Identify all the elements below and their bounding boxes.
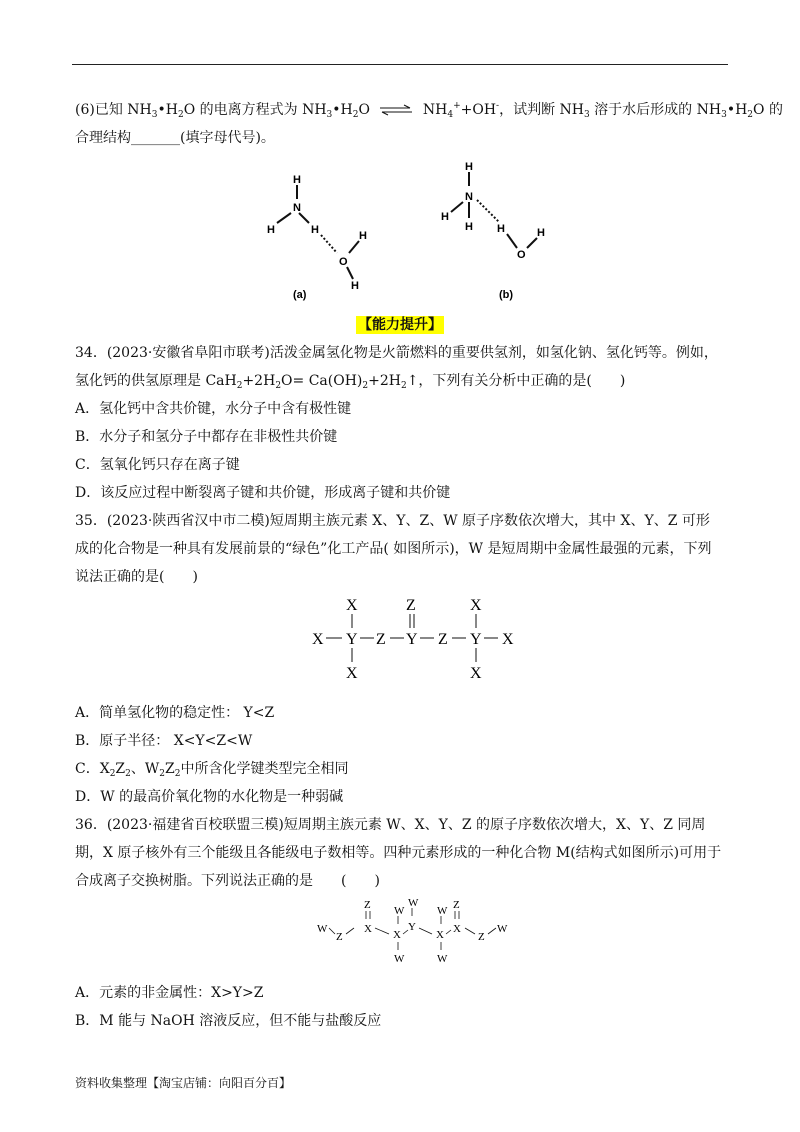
atom-h: H xyxy=(351,280,359,292)
q35-option-d: D．W 的最高价氧化物的水化物是一种弱碱 xyxy=(75,789,344,805)
atom-x: X xyxy=(364,923,372,935)
atom-x: X xyxy=(470,665,482,682)
atom-h: H xyxy=(465,221,473,233)
structure-36-diagram xyxy=(315,894,515,964)
atom-z: Z xyxy=(376,631,386,648)
atom-z: Z xyxy=(364,899,371,911)
q35-option-c: C．$X_2Z_2$、$W_2Z_2$中所含化学键类型完全相同 xyxy=(75,761,349,779)
q6-line2: 合理结构_______(填字母代号)。 xyxy=(75,130,275,146)
q35-line1: 35．(2023·陕西省汉中市二模)短周期主族元素 X、Y、Z、W 原子序数依次增大，其中 X、Y、Z 可形 xyxy=(75,513,710,529)
structure-b-diagram xyxy=(435,152,585,302)
atom-z: Z xyxy=(336,931,343,943)
atom-x: X xyxy=(346,665,358,682)
equilibrium-arrow-icon xyxy=(378,104,414,116)
atom-w: W xyxy=(497,923,508,935)
q36-option-b: B．M 能与 NaOH 溶液反应，但不能与盐酸反应 xyxy=(75,1013,382,1029)
q35-option-b: B．原子半径： X<Y<Z<W xyxy=(75,733,253,749)
atom-h: H xyxy=(441,211,449,223)
atom-h: H xyxy=(537,227,545,239)
atom-h: H xyxy=(267,224,275,236)
atom-n: N xyxy=(465,191,473,203)
atom-w: W xyxy=(437,905,448,917)
atom-z: Z xyxy=(438,631,448,648)
atom-x: X xyxy=(502,631,514,648)
q34-line2: 氢化钙的供氢原理是 $CaH_2+2H_2O=$ $Ca(OH)_2+2H_2↑$，下列有关分析中正确的是( ) xyxy=(75,373,626,391)
atom-y: Y xyxy=(406,631,418,648)
q34-option-d: D．该反应过程中断裂离子键和共价键，形成离子键和共价键 xyxy=(75,485,451,501)
atom-z: Z xyxy=(478,931,485,943)
atom-h: H xyxy=(293,174,301,186)
atom-y: Y xyxy=(408,921,416,933)
q6-line1: (6)已知 $NH_3•H_2O$ 的电离方程式为 $NH_3•H_2O$ $NH_4^++OH^-$，试判断 $NH_3$ 溶于水后形成的 $NH_3•H_2O$ 的 xyxy=(75,101,783,120)
atom-w: W xyxy=(394,953,405,965)
atom-z: Z xyxy=(453,899,460,911)
atom-x: X xyxy=(453,923,461,935)
atom-w: W xyxy=(408,897,419,909)
footer-source: 资料收集整理【淘宝店铺：向阳百分百】 xyxy=(75,1076,292,1090)
atom-h: H xyxy=(311,224,319,236)
q34-line1: 34．(2023·安徽省阜阳市联考)活泼金属氢化物是火箭燃料的重要供氢剂，如氢化钠、氢化钙等。例如， xyxy=(75,345,718,361)
atom-y: Y xyxy=(470,631,482,648)
atom-o: O xyxy=(339,256,348,268)
atom-w: W xyxy=(437,953,448,965)
atom-h: H xyxy=(497,223,505,235)
label-a: (a) xyxy=(293,289,307,301)
q34-option-b: B．水分子和氢分子中都存在非极性共价键 xyxy=(75,429,338,445)
atom-w: W xyxy=(394,905,405,917)
atom-x: X xyxy=(470,597,482,614)
atom-h: H xyxy=(359,230,367,242)
atom-h: H xyxy=(465,161,473,173)
atom-w: W xyxy=(317,923,328,935)
q36-line3: 合成离子交换树脂。下列说法正确的是 ( ) xyxy=(75,873,380,889)
atom-n: N xyxy=(293,202,301,214)
atom-y: Y xyxy=(346,631,358,648)
q36-line1: 36．(2023·福建省百校联盟三模)短周期主族元素 W、X、Y、Z 的原子序数依次增大，X、Y、Z 同周 xyxy=(75,817,706,833)
q35-line3: 说法正确的是( ) xyxy=(75,569,198,585)
structure-35-diagram xyxy=(310,592,530,682)
header-rule xyxy=(72,64,728,65)
atom-o: O xyxy=(517,249,526,261)
atom-x: X xyxy=(393,929,401,941)
q35-line2: 成的化合物是一种具有发展前景的“绿色”化工产品( 如图所示)，W 是短周期中金属性最强的元素，下列 xyxy=(75,541,712,557)
atom-x: X xyxy=(346,597,358,614)
atom-x: X xyxy=(312,631,324,648)
label-b: (b) xyxy=(499,289,514,301)
q36-option-a: A．元素的非金属性：X>Y>Z xyxy=(75,985,264,1001)
atom-z: Z xyxy=(406,597,416,614)
q34-option-c: C．氢氧化钙只存在离子键 xyxy=(75,457,240,473)
q35-option-a: A．简单氢化物的稳定性： Y<Z xyxy=(75,705,275,721)
section-title: 【能力提升】 xyxy=(358,317,442,333)
atom-x: X xyxy=(436,929,444,941)
structure-a-diagram xyxy=(255,155,405,305)
q34-option-a: A．氢化钙中含共价键，水分子中含有极性键 xyxy=(75,401,352,417)
q36-line2: 期，X 原子核外有三个能级且各能级电子数相等。四种元素形成的一种化合物 M(结构式如图所示)可用于 xyxy=(75,845,722,861)
